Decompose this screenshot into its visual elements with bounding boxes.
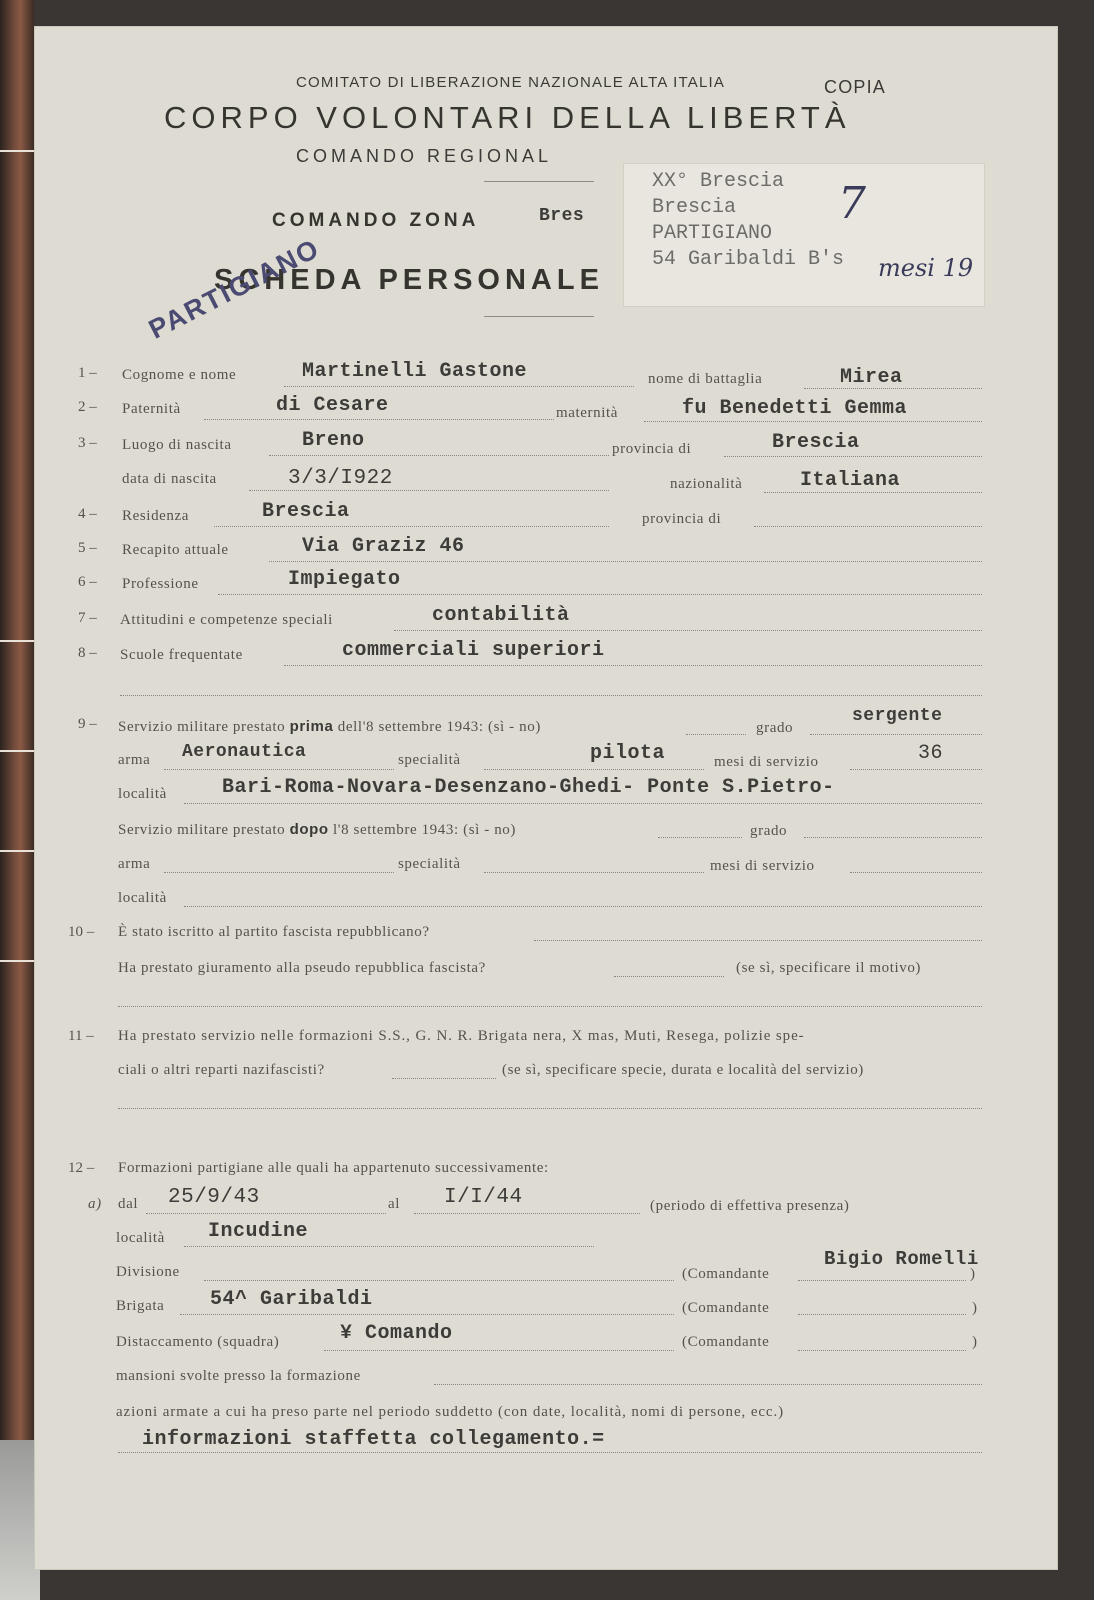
brigade-value: 54^ Garibaldi xyxy=(210,1288,373,1311)
field-number: 3 – xyxy=(78,435,97,451)
fill-line xyxy=(120,695,982,696)
address-label: Recapito attuale xyxy=(122,542,229,558)
paternity-label: Paternità xyxy=(122,401,181,417)
fill-line xyxy=(798,1280,966,1281)
fill-line xyxy=(118,1452,982,1453)
label-line-3: PARTIGIANO xyxy=(652,222,773,245)
branch-value: Aeronautica xyxy=(182,742,307,762)
field-number: 6 – xyxy=(78,574,97,590)
specialty-after-label: specialità xyxy=(398,856,461,872)
partisan-location-label: località xyxy=(116,1230,165,1246)
nazifascist-question: ciali o altri reparti nazifascisti? xyxy=(118,1062,325,1078)
armed-actions-label: azioni armate a cui ha preso parte nel periodo suddetto (con date, località, nomi di persone, ecc.) xyxy=(116,1404,785,1420)
paternity-value: di Cesare xyxy=(276,394,389,417)
field-number: 7 – xyxy=(78,610,97,626)
fill-line xyxy=(686,734,746,735)
maternity-label: maternità xyxy=(556,405,619,421)
fill-line xyxy=(798,1314,966,1315)
fill-line xyxy=(180,1314,674,1315)
brigade-label: Brigata xyxy=(116,1298,165,1314)
service-months-label: mesi di servizio xyxy=(714,754,819,770)
fill-line xyxy=(798,1350,966,1351)
label-line-2: Brescia xyxy=(652,196,737,219)
service-after-label: Servizio militare prestato dopo l'8 settembre 1943: (sì - no) xyxy=(118,821,516,838)
divider xyxy=(484,181,594,182)
residence-province-label: provincia di xyxy=(642,511,722,527)
oath-note: (se sì, specificare il motivo) xyxy=(736,960,922,976)
copy-mark: COPIA xyxy=(824,77,887,97)
fill-line xyxy=(269,561,982,562)
partigiano-stamp: PARTIGIANO xyxy=(144,232,325,345)
to-value: I/I/44 xyxy=(444,1186,523,1209)
label-line-1: XX° Brescia xyxy=(652,170,785,193)
zone-label: COMANDO ZONA xyxy=(272,210,480,231)
fill-line xyxy=(218,594,982,595)
to-label: al xyxy=(388,1196,401,1212)
branch-label: arma xyxy=(118,752,151,768)
fill-line xyxy=(754,526,982,527)
rank-value: sergente xyxy=(852,706,943,726)
division-commander-value: Bigio Romelli xyxy=(824,1248,979,1270)
province-value: Brescia xyxy=(772,431,860,454)
detachment-commander-label: (Comandante xyxy=(682,1334,770,1350)
close-paren: ) xyxy=(970,1266,976,1282)
field-number: 10 – xyxy=(68,924,95,940)
close-paren: ) xyxy=(972,1300,978,1316)
birthdate-value: 3/3/I922 xyxy=(288,467,393,490)
brigade-commander-label: (Comandante xyxy=(682,1300,770,1316)
field-number: 4 – xyxy=(78,506,97,522)
nazifascist-note: (se sì, specificare specie, durata e località del servizio) xyxy=(502,1062,864,1078)
field-number: 5 – xyxy=(78,540,97,556)
fill-line xyxy=(214,526,609,527)
partisan-formations-intro: Formazioni partigiane alle quali ha appartenuto successivamente: xyxy=(118,1160,549,1176)
fill-line xyxy=(534,940,982,941)
profession-label: Professione xyxy=(122,576,199,592)
fill-line xyxy=(118,1108,982,1109)
locations-label: località xyxy=(118,786,167,802)
detachment-label: Distaccamento (squadra) xyxy=(116,1334,280,1350)
period-note: (periodo di effettiva presenza) xyxy=(650,1198,850,1214)
document-page xyxy=(34,26,1058,1570)
rank-after-label: grado xyxy=(750,823,788,839)
field-number: 12 – xyxy=(68,1160,95,1176)
fill-line xyxy=(204,419,554,420)
field-number: 11 – xyxy=(68,1028,94,1044)
fill-line xyxy=(644,421,982,422)
fill-line xyxy=(850,872,982,873)
battle-name-value: Mirea xyxy=(840,366,903,389)
fill-line xyxy=(324,1350,674,1351)
fill-line xyxy=(658,837,742,838)
field-number: 1 – xyxy=(78,365,97,381)
birthplace-label: Luogo di nascita xyxy=(122,437,232,453)
partisan-location-value: Incudine xyxy=(208,1220,309,1243)
fill-line xyxy=(146,1213,386,1214)
zone-value: Bres xyxy=(539,206,585,226)
item-a-label: a) xyxy=(88,1196,102,1212)
archive-label xyxy=(624,164,984,306)
armed-actions-value: informazioni staffetta collegamento.= xyxy=(142,1428,605,1451)
province-label: provincia di xyxy=(612,441,692,457)
field-number: 8 – xyxy=(78,645,97,661)
fascist-party-question: È stato iscritto al partito fascista repubblicano? xyxy=(118,924,430,940)
fill-line xyxy=(850,769,982,770)
fill-line xyxy=(164,769,394,770)
fill-line xyxy=(269,455,609,456)
label-line-4: 54 Garibaldi B's xyxy=(652,248,845,271)
from-label: dal xyxy=(118,1196,139,1212)
fill-line xyxy=(284,665,982,666)
locations-after-label: località xyxy=(118,890,167,906)
surname-name-value: Martinelli Gastone xyxy=(302,360,528,383)
regional-command: COMANDO REGIONAL xyxy=(296,146,553,166)
formations-question: Ha prestato servizio nelle formazioni S.S., G. N. R. Brigata nera, X mas, Muti, Resega, polizie spe- xyxy=(118,1028,805,1044)
handwritten-mark: 7 xyxy=(838,178,866,229)
fill-line xyxy=(804,837,982,838)
fill-line xyxy=(249,490,609,491)
profession-value: Impiegato xyxy=(288,568,401,591)
division-label: Divisione xyxy=(116,1264,180,1280)
nationality-value: Italiana xyxy=(800,469,901,492)
fill-line xyxy=(184,1246,594,1247)
fill-line xyxy=(284,386,634,387)
fill-line xyxy=(184,803,982,804)
oath-question: Ha prestato giuramento alla pseudo repubblica fascista? xyxy=(118,960,486,976)
branch-after-label: arma xyxy=(118,856,151,872)
duties-label: mansioni svolte presso la formazione xyxy=(116,1368,361,1384)
fill-line xyxy=(484,872,704,873)
fill-line xyxy=(414,1213,640,1214)
birthdate-label: data di nascita xyxy=(122,471,217,487)
document-title: SCHEDA PERSONALE xyxy=(214,264,604,296)
specialty-label: specialità xyxy=(398,752,461,768)
skills-value: contabilità xyxy=(432,604,570,627)
fill-line xyxy=(394,630,982,631)
residence-label: Residenza xyxy=(122,508,190,524)
fill-line xyxy=(392,1078,496,1079)
divider xyxy=(484,316,594,317)
service-months-value: 36 xyxy=(918,742,944,765)
corps-title: CORPO VOLONTARI DELLA LIBERTÀ xyxy=(164,100,851,135)
fill-line xyxy=(164,872,394,873)
address-value: Via Graziz 46 xyxy=(302,535,465,558)
division-commander-label: (Comandante xyxy=(682,1266,770,1282)
months-after-label: mesi di servizio xyxy=(710,858,815,874)
fill-line xyxy=(484,769,704,770)
close-paren: ) xyxy=(972,1334,978,1350)
fill-line xyxy=(434,1384,982,1385)
battle-name-label: nome di battaglia xyxy=(648,371,763,387)
handwritten-months: mesi 19 xyxy=(878,254,974,282)
service-before-label: Servizio militare prestato prima dell'8 settembre 1943: (sì - no) xyxy=(118,718,541,735)
committee-heading: COMITATO DI LIBERAZIONE NAZIONALE ALTA ITALIA xyxy=(296,74,726,91)
schools-label: Scuole frequentate xyxy=(120,647,243,663)
fill-line xyxy=(184,906,982,907)
fill-line xyxy=(204,1280,674,1281)
specialty-value: pilota xyxy=(590,742,666,765)
locations-value: Bari-Roma-Novara-Desenzano-Ghedi- Ponte S.Pietro- xyxy=(222,776,835,799)
field-number: 9 – xyxy=(78,716,97,732)
maternity-value: fu Benedetti Gemma xyxy=(682,397,908,420)
residence-value: Brescia xyxy=(262,500,350,523)
surname-name-label: Cognome e nome xyxy=(122,367,237,383)
fill-line xyxy=(764,492,982,493)
schools-value: commerciali superiori xyxy=(342,639,605,662)
detachment-value: ¥ Comando xyxy=(340,1322,453,1345)
skills-label: Attitudini e competenze speciali xyxy=(120,612,333,628)
fill-line xyxy=(724,456,982,457)
fill-line xyxy=(810,734,982,735)
nationality-label: nazionalità xyxy=(670,476,743,492)
fill-line xyxy=(118,1006,982,1007)
fill-line xyxy=(614,976,724,977)
album-binding xyxy=(0,0,34,1600)
from-value: 25/9/43 xyxy=(168,1186,260,1209)
field-number: 2 – xyxy=(78,399,97,415)
rank-label: grado xyxy=(756,720,794,736)
birthplace-value: Breno xyxy=(302,429,365,452)
